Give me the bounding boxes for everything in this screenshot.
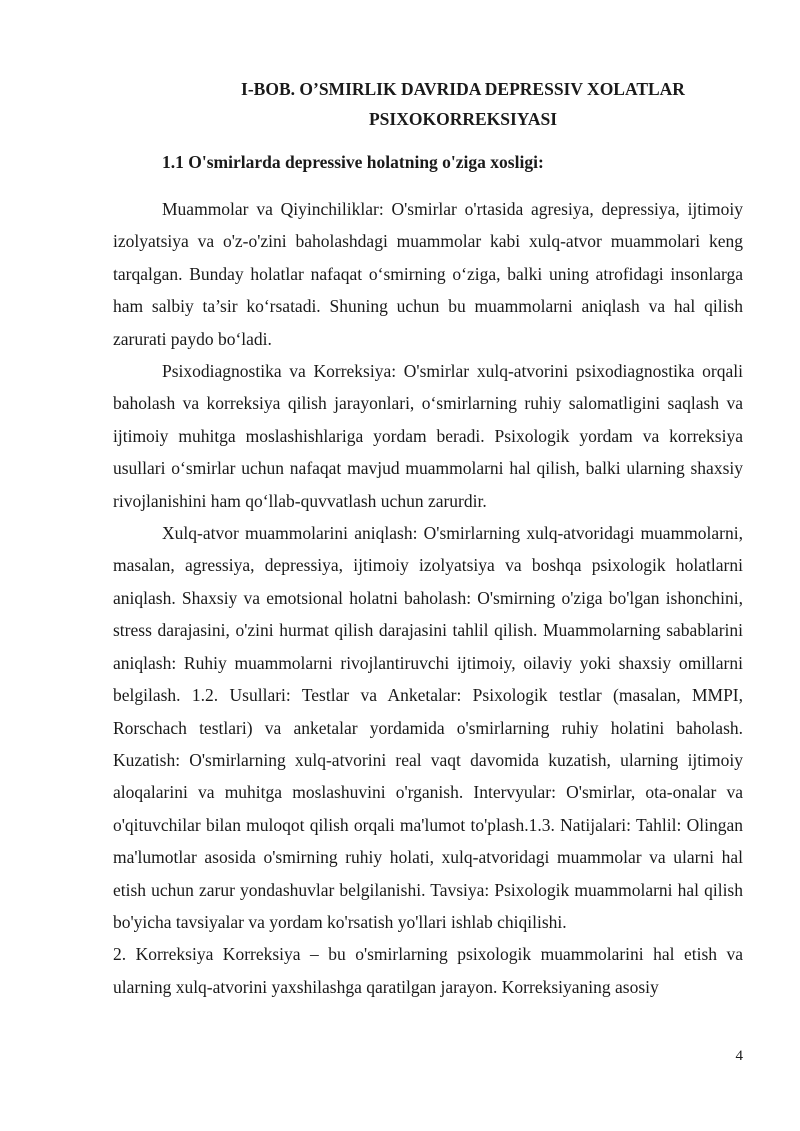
section-heading: [162, 147, 544, 177]
page-number: 4: [735, 1048, 743, 1064]
paragraph-correction: 2. Korreksiya Korreksiya – bu o'smirlarning psixologik muammolarini hal etish va ularning xulq-atvorini yaxshilashga qaratilgan jarayon. Korreksiyaning asosiy: [113, 944, 743, 997]
chapter-title: [113, 74, 753, 134]
chapter-title-line-2: PSIXOKORREKSIYASI: [368, 109, 558, 129]
section-heading-colon: :: [537, 152, 544, 172]
chapter-title-line-1: I-BOB. O’SMIRLIK DAVRIDA DEPRESSIV XOLATLAR: [241, 79, 685, 99]
body-text: [113, 193, 743, 1003]
paragraph-problems: Muammolar va Qiyinchiliklar: O'smirlar o'rtasida agresiya, depressiya, ijtimoiy izolyatsiya va o'z-o'zini baholashdagi muammolar kabi xulq-atvor muammolari keng tarqalgan. Bunday holatlar nafaqat o‘smirning o‘ziga, balki uning atrofidagi insonlarga ham salbiy ta’sir ko‘rsatadi. Shuning uchun bu muammolarni aniqlash va hal qilish zarurati paydo bo‘ladi.: [113, 199, 743, 349]
section-heading-text: 1.1 O'smirlarda depressive holatning o'ziga xosligi: [162, 152, 538, 172]
paragraph-psychodiagnostics: Psixodiagnostika va Korreksiya: O'smirlar xulq-atvorini psixodiagnostika orqali baholash va korreksiya qilish jarayonlari, o‘smirlarning ruhiy salomatligini saqlash va ijtimoiy muhitga moslashishlariga yordam beradi. Psixologik yordam va korreksiya usullari o‘smirlar uchun nafaqat mavjud muammolarni hal qilish, balki ularning shaxsiy rivojlanishini ham qo‘llab-quvvatlash uchun zarurdir.: [113, 361, 743, 511]
paragraph-behavior-identification: Xulq-atvor muammolarini aniqlash: O'smirlarning xulq-atvoridagi muammolarni, masalan, agressiya, depressiya, ijtimoiy izolyatsiya va boshqa psixologik holatlarni aniqlash. Shaxsiy va emotsional holatni baholash: O'smirning o'ziga bo'lgan ishonchini, stress darajasini, o'zini hurmat qilish darajasini tahlil qilish. Muammolarning sabablarini aniqlash: Ruhiy muammolarni rivojlantiruvchi ijtimoiy, oilaviy yoki shaxsiy omillarni belgilash. 1.2. Usullari: Testlar va Anketalar: Psixologik testlar (masalan, MMPI, Rorschach testlari) va anketalar yordamida o'smirlarning ruhiy holatini baholash. Kuzatish: O'smirlarning xulq-atvorini real vaqt davomida kuzatish, ularning ijtimoiy aloqalarini va muhitga moslashuvini o'rganish. Intervyular: O'smirlar, ota-onalar va o'qituvchilar bilan muloqot qilish orqali ma'lumot to'plash.1.3. Natijalari: Tahlil: Olingan ma'lumotlar asosida o'smirning ruhiy holati, xulq-atvoridagi muammolar va ularni hal etish uchun zarur yondashuvlar belgilanishi. Tavsiya: Psixologik muammolarni hal qilish bo'yicha tavsiyalar va yordam ko'rsatish yo'llari ishlab chiqilishi.: [113, 523, 743, 932]
